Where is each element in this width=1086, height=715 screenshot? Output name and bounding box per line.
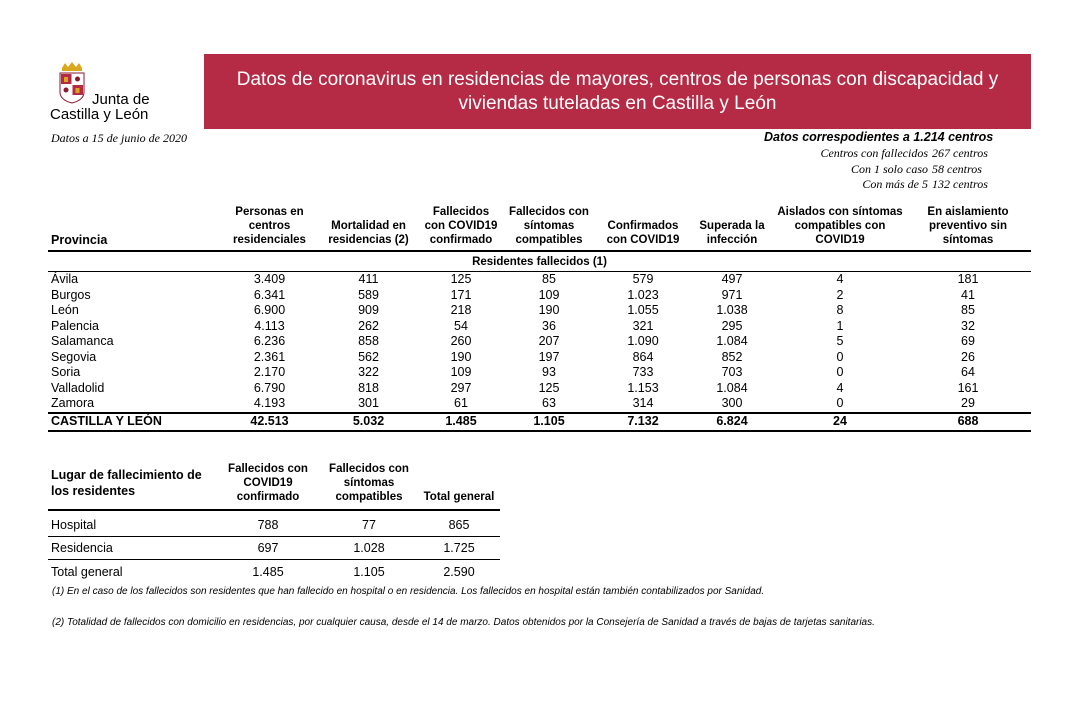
- table-row: [48, 334, 1031, 350]
- value-cell: 579: [632, 272, 654, 286]
- value-cell: 1.028: [320, 537, 418, 560]
- total-value-cell: 1.105: [353, 565, 385, 579]
- value-cell: 1.038: [716, 303, 748, 317]
- centers-row: [760, 162, 1040, 178]
- value-cell: 125: [538, 380, 560, 395]
- row-label-cell: Ávila: [51, 272, 79, 286]
- value-cell: 4.113: [254, 318, 285, 333]
- province-table: [48, 205, 1031, 432]
- value-cell: 497: [721, 272, 743, 286]
- value-cell: 218: [450, 303, 472, 317]
- value-cell: 788: [216, 510, 320, 537]
- value-cell: 125: [450, 272, 472, 286]
- total-value-cell: 2.590: [443, 565, 475, 579]
- row-label-cell: Segovia: [51, 349, 97, 364]
- col-header-provincia: Provincia: [48, 205, 223, 251]
- col-header-superada: Superada la infección: [689, 205, 775, 251]
- value-cell: 1.725: [418, 537, 500, 560]
- row-label-cell: Residencia: [48, 537, 216, 560]
- value-cell: 77: [320, 510, 418, 537]
- value-cell: 295: [721, 318, 743, 333]
- value-cell: 0: [836, 365, 844, 379]
- value-cell: 8: [836, 303, 844, 317]
- value-cell: 161: [957, 380, 979, 395]
- value-cell: 297: [450, 380, 472, 395]
- table-row: [48, 319, 1031, 335]
- total-row: [48, 413, 1031, 431]
- row-label-cell: Hospital: [48, 510, 216, 537]
- table-row: [48, 365, 1031, 381]
- col-header-fallecidos-confirmado: Fallecidos con COVID19 confirmado: [421, 205, 501, 251]
- total-value-cell: 1.485: [252, 565, 284, 579]
- value-cell: 2: [836, 287, 844, 302]
- table-row: [48, 381, 1031, 397]
- value-cell: 85: [961, 303, 975, 317]
- col-header-compatibles: Fallecidos con síntomas compatibles: [320, 462, 418, 510]
- footnote-1: (1) En el caso de los fallecidos son residentes que han fallecido en hospital o en residencia. Los fallecidos en hospital están también contabilizados por Sanidad.: [52, 586, 765, 597]
- row-label-cell: Zamora: [51, 396, 95, 410]
- value-cell: 971: [721, 287, 743, 302]
- value-cell: 411: [358, 272, 379, 286]
- value-cell: 69: [961, 334, 975, 348]
- value-cell: 6.341: [253, 287, 286, 302]
- value-cell: 6.900: [253, 303, 286, 317]
- value-cell: 26: [961, 349, 975, 364]
- value-cell: 4: [836, 272, 844, 286]
- col-header-lugar: Lugar de fallecimiento de los residentes: [48, 462, 216, 510]
- table-row: [48, 510, 500, 537]
- value-cell: 36: [542, 318, 556, 333]
- value-cell: 0: [836, 349, 844, 364]
- centers-row-value: 132 centros: [932, 177, 988, 191]
- value-cell: 64: [961, 365, 975, 379]
- value-cell: 909: [358, 303, 379, 317]
- value-cell: 181: [957, 272, 979, 286]
- value-cell: 1.023: [627, 287, 659, 302]
- value-cell: 703: [721, 365, 743, 379]
- value-cell: 41: [961, 287, 975, 302]
- total-value-cell: 6.824: [689, 413, 775, 431]
- value-cell: 3.409: [253, 272, 286, 286]
- report-date: Datos a 15 de junio de 2020: [51, 131, 187, 145]
- value-cell: 1.084: [716, 334, 748, 348]
- col-header-mortalidad: Mortalidad en residencias (2): [316, 205, 421, 251]
- total-value-cell: 7.132: [597, 413, 689, 431]
- value-cell: 864: [632, 349, 654, 364]
- value-cell: 322: [358, 365, 379, 379]
- total-value-cell: 688: [905, 413, 1031, 431]
- table-row: [48, 350, 1031, 366]
- centers-row-value: 267 centros: [932, 146, 988, 160]
- value-cell: 171: [450, 287, 472, 302]
- province-table-body: [48, 272, 1031, 431]
- col-header-aislados: Aislados con síntomas compatibles con COVID19: [775, 205, 905, 251]
- value-cell: 852: [721, 349, 743, 364]
- value-cell: 0: [836, 396, 844, 410]
- logo-line1: Junta de: [92, 91, 150, 108]
- value-cell: 314: [632, 396, 654, 410]
- total-value-cell: 1.105: [501, 413, 597, 431]
- centers-title: Datos correspodientes a 1.214 centros: [764, 130, 994, 144]
- value-cell: 858: [358, 334, 379, 348]
- col-header-confirmado: Fallecidos con COVID19 confirmado: [216, 462, 320, 510]
- value-cell: 197: [538, 349, 560, 364]
- place-table: [48, 462, 500, 584]
- value-cell: 589: [358, 287, 379, 302]
- col-header-fallecidos-compatibles: Fallecidos con síntomas compatibles: [501, 205, 597, 251]
- subheader-residentes: Residentes fallecidos (1): [48, 251, 1031, 272]
- value-cell: 109: [450, 365, 472, 379]
- total-value-cell: 42.513: [223, 413, 316, 431]
- value-cell: 2.170: [253, 365, 286, 379]
- value-cell: 32: [961, 318, 975, 333]
- total-label-cell: Total general: [51, 565, 123, 579]
- value-cell: 1.153: [627, 380, 659, 395]
- value-cell: 6.236: [253, 334, 286, 348]
- place-table-body: [48, 510, 500, 584]
- value-cell: 818: [358, 380, 379, 395]
- centers-row: [760, 177, 1040, 193]
- table-row: [48, 288, 1031, 304]
- logo-line2: Castilla y León: [50, 106, 149, 123]
- total-value-cell: 5.032: [316, 413, 421, 431]
- total-value-cell: 1.485: [421, 413, 501, 431]
- col-header-personas: Personas en centros residenciales: [223, 205, 316, 251]
- centers-row-label: Centros con fallecidos: [820, 146, 928, 160]
- centers-row: [760, 146, 1040, 162]
- value-cell: 4: [836, 380, 844, 395]
- value-cell: 63: [542, 396, 556, 410]
- col-header-total: Total general: [418, 462, 500, 510]
- value-cell: 697: [216, 537, 320, 560]
- value-cell: 93: [542, 365, 556, 379]
- row-label-cell: Burgos: [51, 287, 91, 302]
- value-cell: 733: [632, 365, 654, 379]
- value-cell: 1: [836, 318, 844, 333]
- centers-row-value: 58 centros: [932, 161, 982, 176]
- value-cell: 2.361: [253, 349, 286, 364]
- value-cell: 6.790: [253, 380, 286, 395]
- col-header-confirmados: Confirmados con COVID19: [597, 205, 689, 251]
- value-cell: 109: [538, 287, 560, 302]
- junta-logo: [50, 58, 180, 128]
- value-cell: 865: [418, 510, 500, 537]
- footnote-2: (2) Totalidad de fallecidos con domicilio en residencias, por cualquier causa, desde el 14 de marzo. Datos obtenidos por la Consejería de Sanidad a través de bajas de tarjetas sanitarias.: [52, 617, 875, 628]
- centers-row-label: Con 1 solo caso: [850, 161, 928, 176]
- value-cell: 562: [358, 349, 379, 364]
- value-cell: 1.055: [627, 303, 659, 317]
- row-label-cell: Salamanca: [51, 334, 114, 348]
- value-cell: 300: [721, 396, 743, 410]
- value-cell: 29: [961, 396, 975, 410]
- centers-summary: [760, 130, 1040, 193]
- value-cell: 1.084: [716, 380, 748, 395]
- table-row: [48, 272, 1031, 288]
- value-cell: 190: [450, 349, 472, 364]
- value-cell: 207: [538, 334, 560, 348]
- value-cell: 301: [358, 396, 379, 410]
- value-cell: 54: [454, 318, 468, 333]
- value-cell: 260: [450, 334, 472, 348]
- value-cell: 5: [836, 334, 844, 348]
- total-value-cell: 24: [775, 413, 905, 431]
- value-cell: 1.090: [627, 334, 659, 348]
- value-cell: 321: [632, 318, 654, 333]
- row-label-cell: Valladolid: [51, 380, 105, 395]
- centers-row-label: Con más de 5: [862, 177, 928, 191]
- table-row: [48, 537, 500, 560]
- page-title: Datos de coronavirus en residencias de mayores, centros de personas con discapacidad y viviendas tuteladas en Castilla y León: [204, 54, 1031, 129]
- row-label-cell: León: [51, 303, 79, 317]
- value-cell: 262: [358, 318, 379, 333]
- col-header-aislamiento: En aislamiento preventivo sin síntomas: [905, 205, 1031, 251]
- value-cell: 85: [542, 272, 556, 286]
- row-label-cell: Palencia: [51, 318, 99, 333]
- row-label-cell: Soria: [51, 365, 81, 379]
- table-row: [48, 303, 1031, 319]
- table-row: [48, 396, 1031, 413]
- value-cell: 190: [538, 303, 560, 317]
- value-cell: 61: [454, 396, 468, 410]
- total-row: [48, 560, 500, 585]
- value-cell: 4.193: [253, 396, 286, 410]
- total-label-cell: CASTILLA Y LEÓN: [48, 413, 223, 431]
